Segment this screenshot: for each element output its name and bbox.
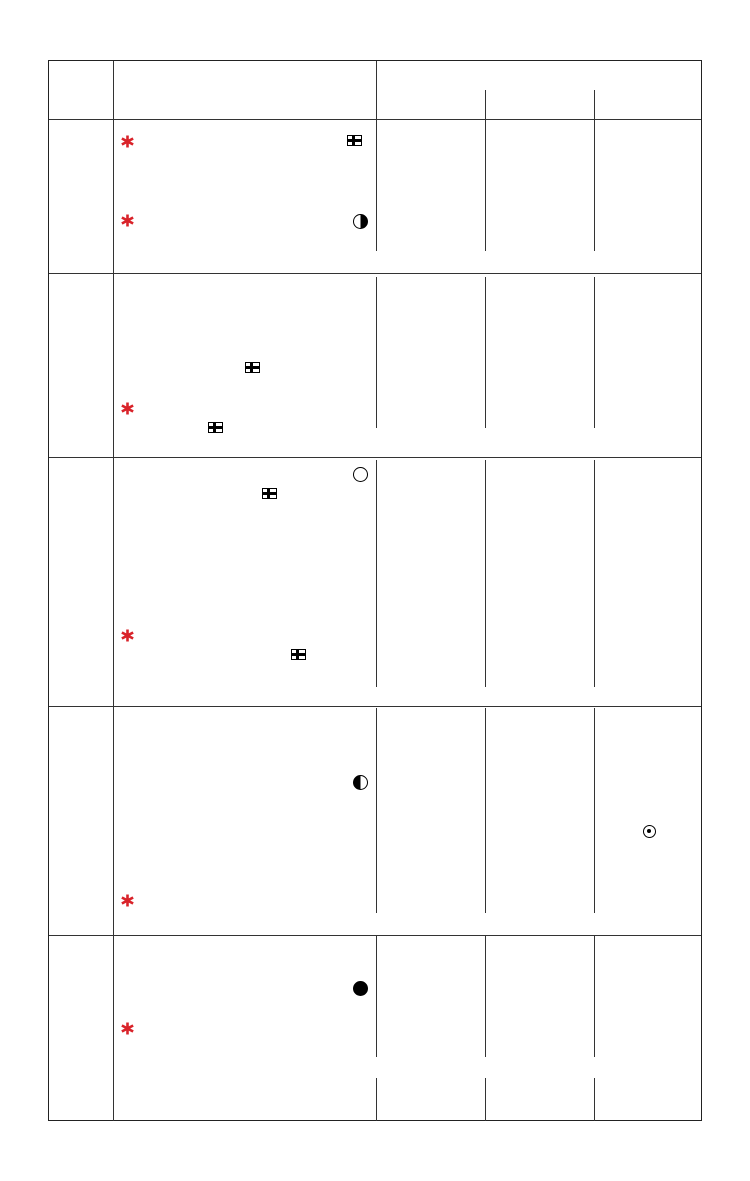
star-icon (121, 135, 134, 148)
flag-icon (245, 362, 260, 373)
first-quarter-moon-icon (353, 214, 368, 229)
flag-icon (208, 422, 223, 433)
flag-icon (291, 649, 306, 660)
sun-symbol-icon (643, 825, 656, 838)
full-moon-icon (353, 467, 368, 482)
last-quarter-moon-icon (353, 775, 368, 790)
flag-icon (262, 488, 277, 499)
star-icon (121, 214, 134, 227)
star-icon (121, 894, 134, 907)
flag-icon (347, 135, 362, 146)
new-moon-icon (353, 981, 368, 996)
star-icon (121, 402, 134, 415)
star-icon (121, 629, 134, 642)
calendar-table (48, 60, 702, 1121)
star-icon (121, 1022, 134, 1035)
